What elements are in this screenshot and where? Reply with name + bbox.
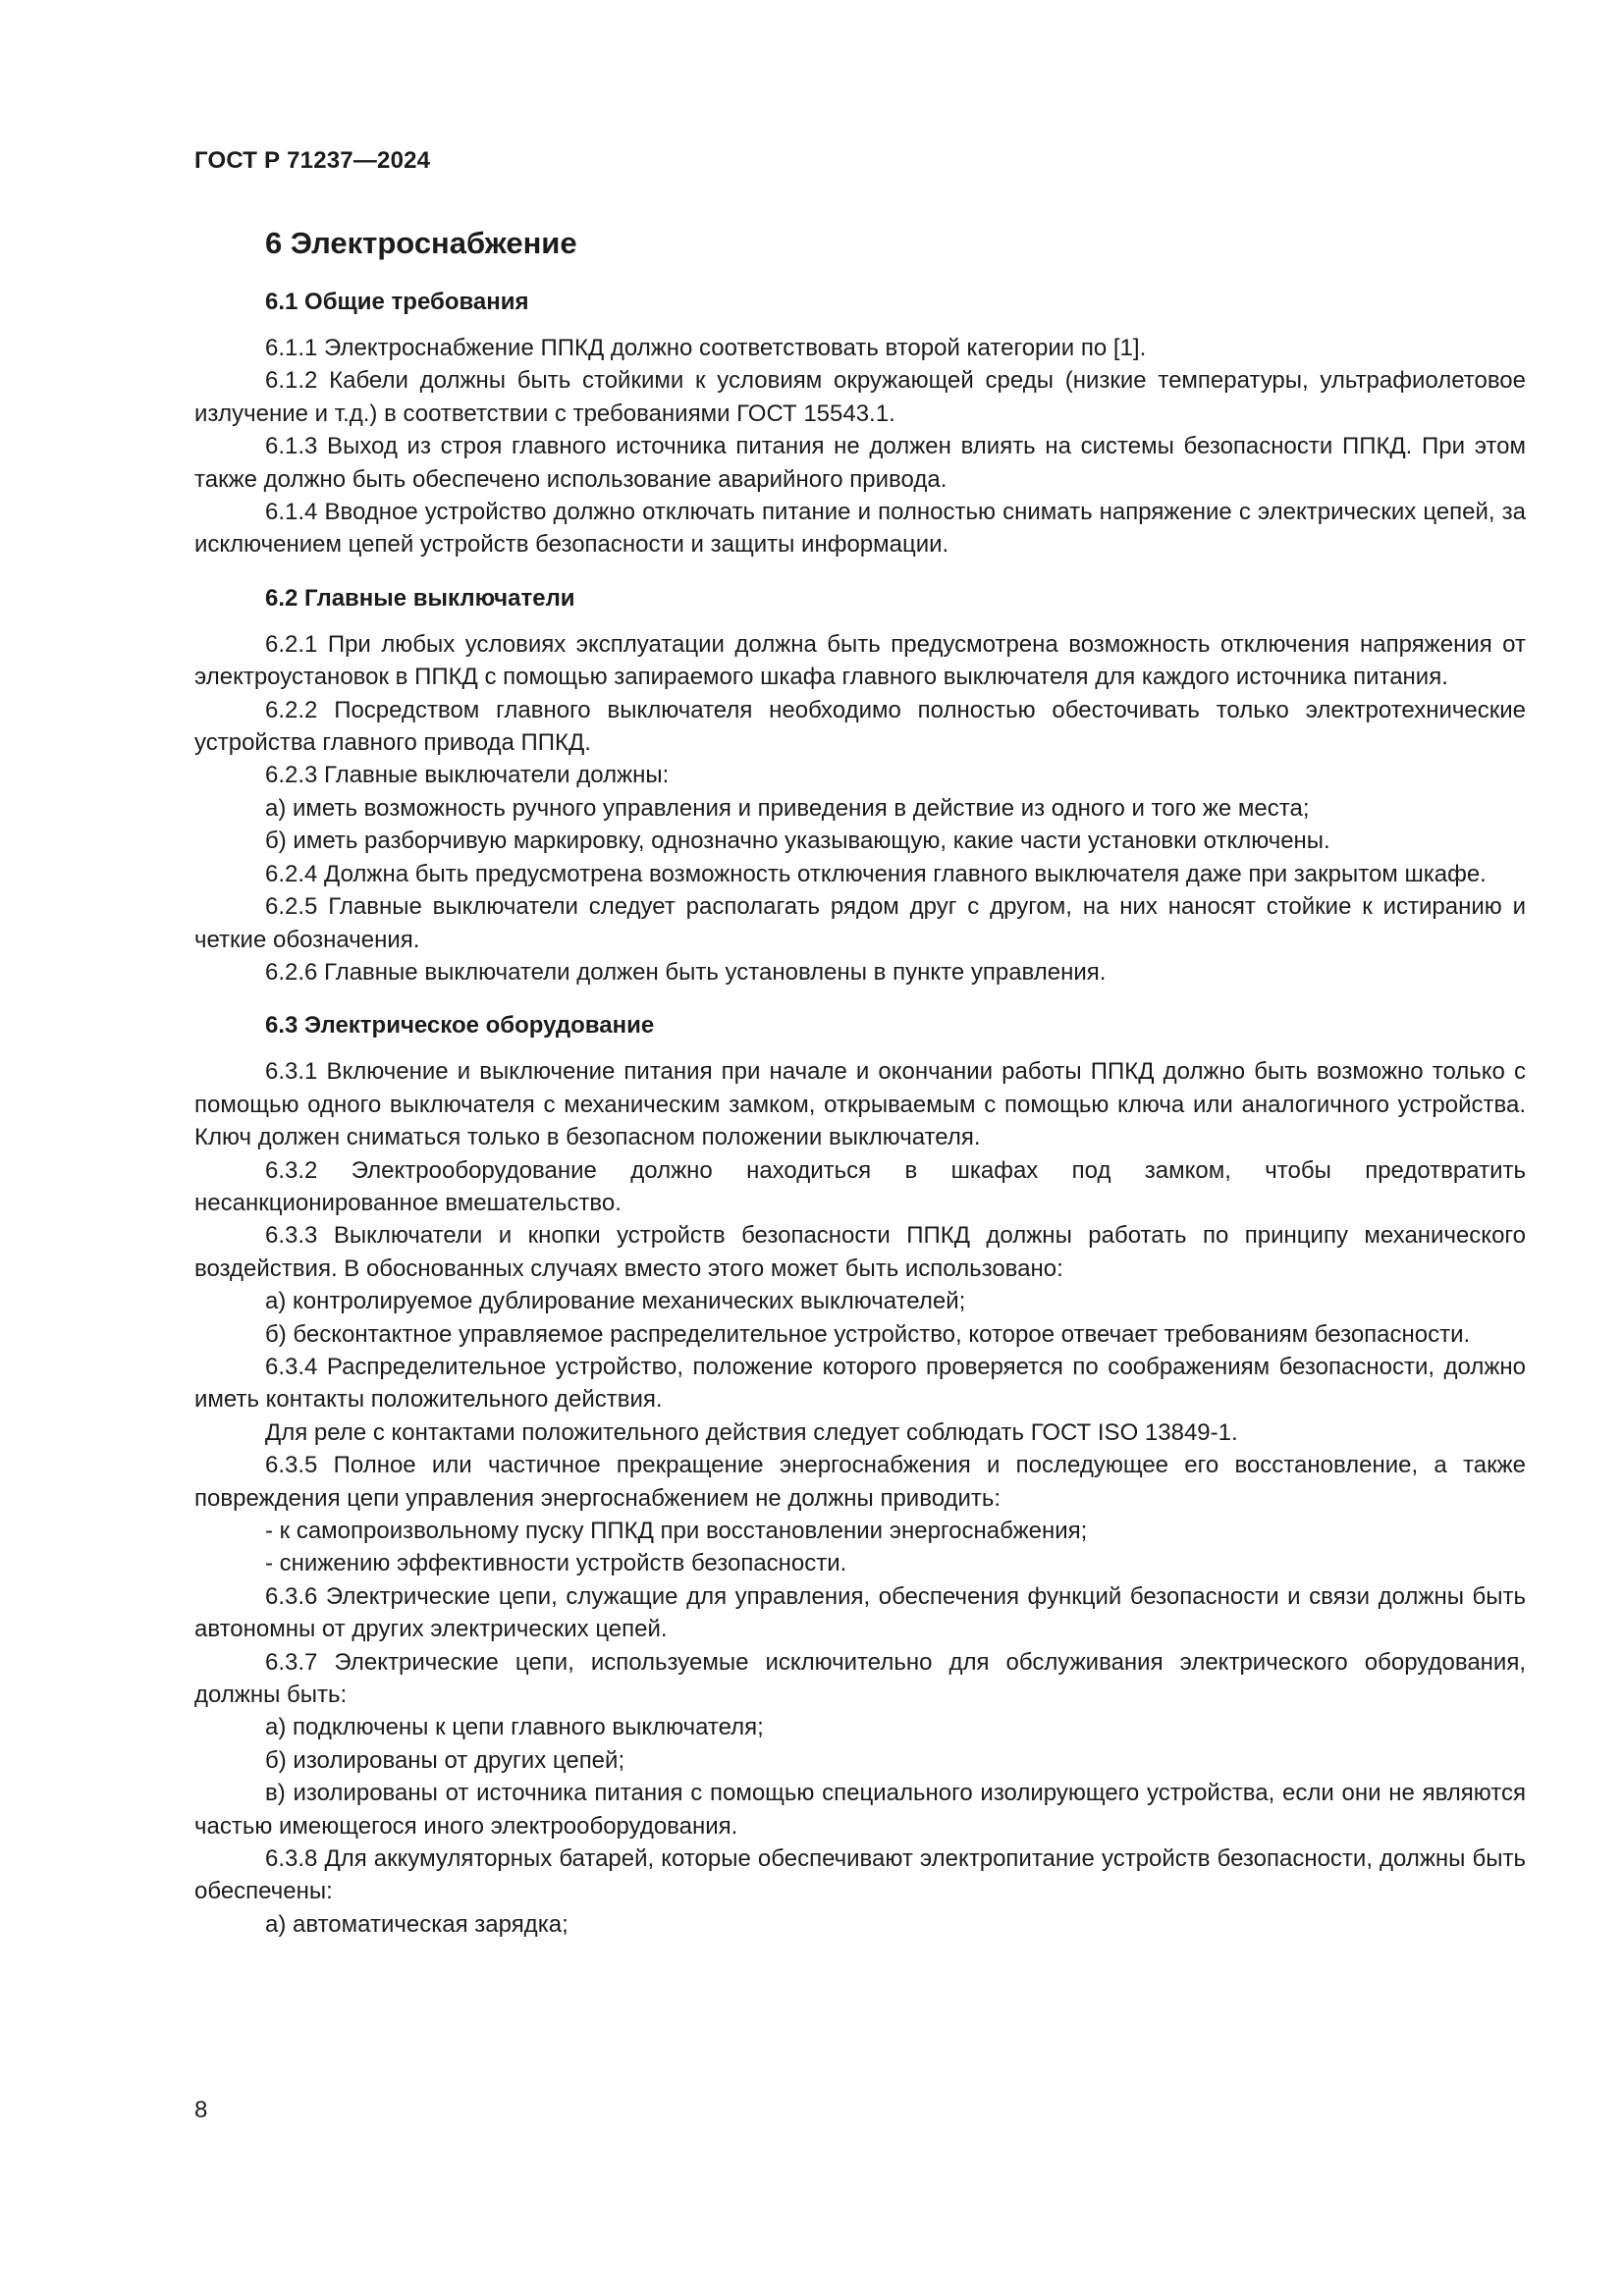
list-item: а) подключены к цепи главного выключателя; — [265, 1714, 764, 1741]
page-content — [194, 222, 1526, 1960]
list-item: - снижению эффективности устройств безопасности. — [265, 1550, 847, 1577]
list-item: а) контролируемое дублирование механических выключателей; — [265, 1288, 966, 1315]
paragraph: 6.2.6 Главные выключатели должен быть установлены в пункте управления. — [265, 958, 1107, 986]
paragraph: 6.1.4 Вводное устройство должно отключать питание и полностью снимать напряжение с электрических цепей, за исключением цепей устройств безопасности и защиты информации. — [194, 499, 1526, 559]
list-item: а) автоматическая зарядка; — [265, 1910, 568, 1938]
paragraph: 6.2.2 Посредством главного выключателя необходимо полностью обесточивать только электротехнические устройства главного привода ППКД. — [194, 696, 1526, 757]
paragraph: 6.3.4 Распределительное устройство, положение которого проверяется по соображениям безопасности, должно иметь контакты положительного действия. — [194, 1353, 1526, 1414]
paragraph: Для реле с контактами положительного действия следует соблюдать ГОСТ ISO 13849-1. — [265, 1418, 1238, 1446]
document-code: ГОСТ Р 71237—2024 — [194, 147, 431, 174]
list-item: в) изолированы от источника питания с помощью специального изолирующего устройства, если они не являются частью имеющегося иного электрооборудования. — [194, 1780, 1526, 1840]
paragraph: 6.1.1 Электроснабжение ППКД должно соответствовать второй категории по [1]. — [265, 335, 1147, 361]
paragraph: 6.2.5 Главные выключатели следует располагать рядом друг с другом, на них наносят стойкие к истиранию и четкие обозначения. — [194, 893, 1526, 953]
section-title: 6.2 Главные выключатели — [265, 584, 575, 612]
paragraph: 6.1.3 Выход из строя главного источника питания не должен влиять на системы безопасности ППКД. При этом также должно быть обеспечено использование аварийного привода. — [194, 433, 1526, 493]
paragraph: 6.2.1 При любых условиях эксплуатации должна быть предусмотрена возможность отключения напряжения от электроустановок в ППКД с помощью запираемого шкафа главного выключателя для каждого источника питания. — [194, 630, 1526, 691]
section-title: 6.3 Электрическое оборудование — [265, 1012, 655, 1040]
paragraph: 6.3.8 Для аккумуляторных батарей, которые обеспечивают электропитание устройств безопасности, должны быть обеспечены: — [194, 1845, 1526, 1905]
list-item: б) иметь разборчивую маркировку, однозначно указывающую, какие части установки отключены. — [265, 828, 1330, 855]
paragraph: 6.3.1 Включение и выключение питания при начале и окончании работы ППКД должно быть возможно только с помощью одного выключателя с механическим замком, открываемым с помощью ключа или аналогичного устройства. Ключ должен сниматься только в безопасном положении выключателя. — [194, 1058, 1526, 1151]
paragraph: 6.3.5 Полное или частичное прекращение энергоснабжения и последующее его восстановление, а также повреждения цепи управления энергоснабжением не должны приводить: — [194, 1452, 1526, 1512]
list-item: а) иметь возможность ручного управления и приведения в действие из одного и того же места; — [265, 794, 1310, 822]
list-item: - к самопроизвольному пуску ППКД при восстановлении энергоснабжения; — [265, 1518, 1088, 1544]
paragraph: 6.3.6 Электрические цепи, служащие для управления, обеспечения функций безопасности и связи должны быть автономны от других электрических цепей. — [194, 1582, 1526, 1643]
list-item: б) изолированы от других цепей; — [265, 1746, 625, 1774]
list-item: б) бесконтактное управляемое распределительное устройство, которое отвечает требованиям безопасности. — [265, 1320, 1471, 1348]
paragraph: 6.3.3 Выключатели и кнопки устройств безопасности ППКД должны работать по принципу механического воздействия. В обоснованных случаях вместо этого может быть использовано: — [194, 1222, 1526, 1282]
paragraph: 6.2.4 Должна быть предусмотрена возможность отключения главного выключателя даже при закрытом шкафе. — [265, 860, 1487, 887]
section-6-1 — [194, 285, 1526, 561]
paragraph: 6.1.2 Кабели должны быть стойкими к условиям окружающей среды (низкие температуры, ультрафиолетовое излучение и т.д.) в соответствии с требованиями ГОСТ 15543.1. — [194, 367, 1526, 427]
paragraph: 6.3.2 Электрооборудование должно находиться в шкафах под замком, чтобы предотвратить несанкционированное вмешательство. — [194, 1156, 1526, 1216]
page-number: 8 — [194, 2097, 208, 2123]
chapter-title: 6 Электроснабжение — [265, 226, 577, 260]
paragraph: 6.2.3 Главные выключатели должны: — [265, 762, 670, 789]
section-title: 6.1 Общие требования — [265, 289, 529, 315]
section-6-2 — [194, 581, 1526, 988]
paragraph: 6.3.7 Электрические цепи, используемые исключительно для обслуживания электрического оборудования, должны быть: — [194, 1648, 1526, 1709]
section-6-3 — [194, 1008, 1526, 1941]
